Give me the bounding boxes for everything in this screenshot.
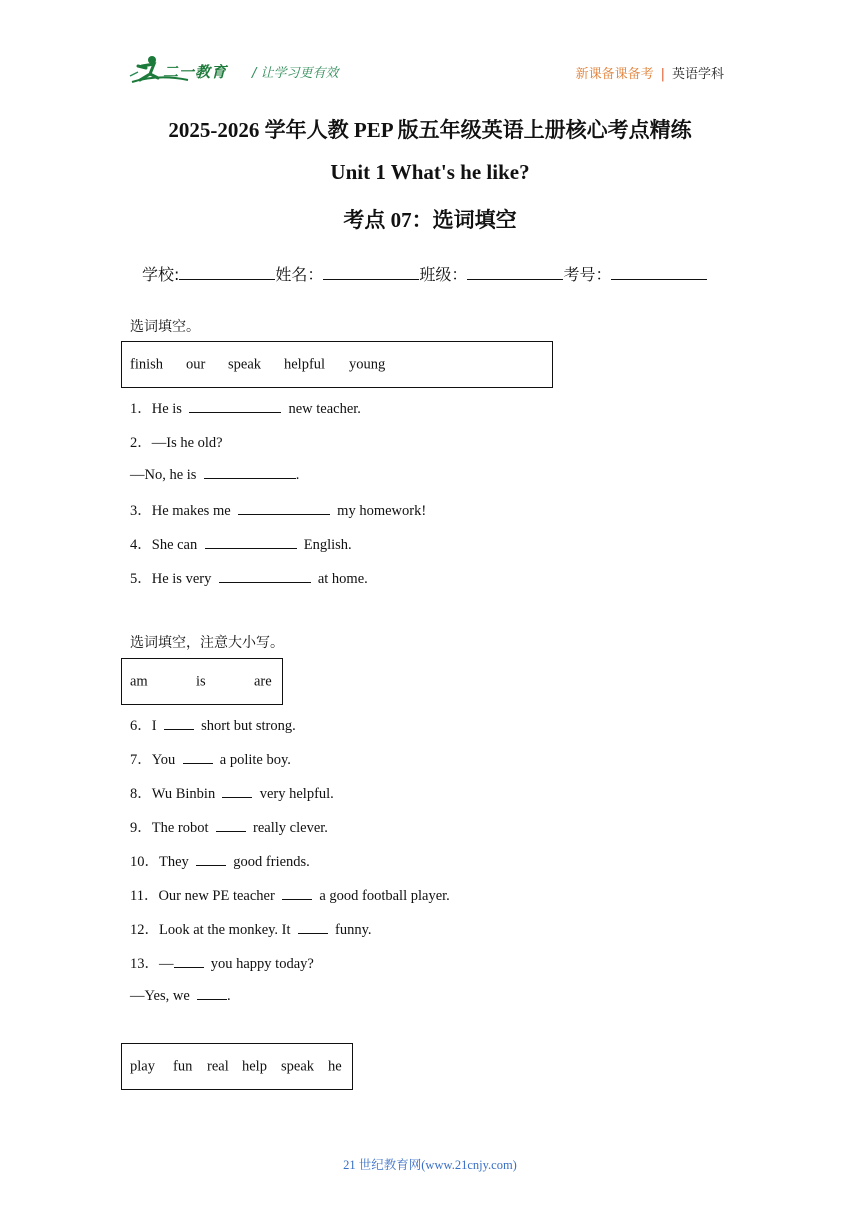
answer-blank[interactable] <box>196 852 226 866</box>
word-box-item: play <box>130 1058 155 1074</box>
word-box-item: finish <box>130 356 164 372</box>
question-stem: 12．Look at the monkey. It <box>130 922 291 938</box>
class-field[interactable] <box>467 263 563 280</box>
word-box-item: am <box>130 673 148 689</box>
question-12 <box>130 918 372 939</box>
question-tail: short but strong. <box>201 718 296 734</box>
question-stem: 7．You <box>130 752 176 768</box>
word-box-item: he <box>328 1058 342 1074</box>
question-tail: you happy today? <box>210 956 314 972</box>
header-separator: | <box>660 67 665 82</box>
word-box-item: fun <box>173 1058 193 1074</box>
question-tail: a good football player. <box>319 888 450 904</box>
question-stem: 3．He makes me <box>130 503 231 519</box>
school-label: 学校: <box>142 265 180 284</box>
header-subject: 英语学科 <box>671 67 724 82</box>
question-tail: funny. <box>335 922 372 938</box>
question-6 <box>130 714 296 735</box>
word-box-item: our <box>186 356 206 372</box>
question-stem: 2．—Is he old? <box>130 435 223 451</box>
word-box-item: are <box>254 673 272 689</box>
section2-instruction: 选词填空，注意大小写。 <box>130 635 284 651</box>
slogan: / 让学习更有效 <box>252 66 339 81</box>
question-13 <box>130 952 314 973</box>
word-box-item: real <box>207 1058 229 1074</box>
point-title: 考点 07：选词填空 <box>343 208 517 232</box>
word-box-item: is <box>196 673 206 689</box>
number-field[interactable] <box>611 263 707 280</box>
question-13-reply <box>130 986 231 1005</box>
question-stem: 13．— <box>130 956 174 972</box>
question-tail: very helpful. <box>259 786 334 802</box>
school-field[interactable] <box>179 263 275 280</box>
student-info <box>142 262 707 285</box>
word-box-3 <box>121 1043 353 1090</box>
question-7 <box>130 748 291 769</box>
unit-title: Unit 1 What's he like? <box>330 160 530 184</box>
class-label: 班级： <box>419 265 468 284</box>
page-title: 2025-2026 学年人教 PEP 版五年级英语上册核心考点精练 <box>168 118 692 142</box>
question-3 <box>130 499 426 520</box>
question-5 <box>130 567 368 588</box>
question-stem: 6．I <box>130 718 157 734</box>
question-2 <box>130 431 223 452</box>
word-box-2 <box>121 658 283 705</box>
answer-blank[interactable] <box>183 750 213 764</box>
question-stem: 11．Our new PE teacher <box>130 888 275 904</box>
question-tail: English. <box>303 537 352 553</box>
word-box-1 <box>121 341 553 388</box>
answer-blank[interactable] <box>174 954 204 968</box>
question-8 <box>130 782 334 803</box>
question-tail: really clever. <box>253 820 328 836</box>
header-tag: 新课备课备考 <box>575 67 654 82</box>
word-box-item: young <box>349 356 386 372</box>
answer-blank[interactable] <box>298 920 328 934</box>
question-tail: at home. <box>317 571 368 587</box>
question-4 <box>130 533 352 554</box>
question-stem: 9．The robot <box>130 820 209 836</box>
answer-blank[interactable] <box>216 818 246 832</box>
answer-blank[interactable] <box>164 716 194 730</box>
question-tail: my homework! <box>337 503 427 519</box>
section1-instruction: 选词填空。 <box>130 319 200 335</box>
word-box-item: speak <box>281 1058 315 1074</box>
footer-text: 21 世纪教育网(www.21cnjy.com) <box>343 1158 517 1172</box>
answer-blank[interactable] <box>219 569 311 583</box>
answer-blank[interactable] <box>238 501 330 515</box>
logo-text: 二一教育 <box>163 63 228 81</box>
answer-blank[interactable] <box>205 535 297 549</box>
question-stem: 10．They <box>130 854 189 870</box>
word-box-item: speak <box>228 356 262 372</box>
question-stem: 8．Wu Binbin <box>130 786 216 802</box>
question-stem: 4．She can <box>130 537 198 553</box>
answer-blank[interactable] <box>204 465 296 479</box>
word-box-item: help <box>242 1058 267 1074</box>
question-10 <box>130 850 310 871</box>
question-11 <box>130 884 450 905</box>
question-2-reply <box>130 465 299 484</box>
question-tail: . <box>227 988 231 1004</box>
name-field[interactable] <box>323 263 419 280</box>
question-tail: new teacher. <box>288 401 361 417</box>
question-1 <box>130 397 361 418</box>
answer-blank[interactable] <box>197 986 227 1000</box>
question-stem: 1．He is <box>130 401 182 417</box>
name-label: 姓名： <box>275 265 324 284</box>
question-stem: —No, he is <box>130 467 197 483</box>
question-9 <box>130 816 328 837</box>
answer-blank[interactable] <box>222 784 252 798</box>
question-tail: good friends. <box>233 854 310 870</box>
number-label: 考号： <box>563 265 612 284</box>
question-stem: —Yes, we <box>130 988 190 1004</box>
question-tail: a polite boy. <box>219 752 291 768</box>
answer-blank[interactable] <box>189 399 281 413</box>
question-tail: . <box>295 467 300 483</box>
word-box-item: helpful <box>284 356 326 372</box>
header-right <box>576 63 724 82</box>
question-stem: 5．He is very <box>130 571 212 587</box>
answer-blank[interactable] <box>282 886 312 900</box>
